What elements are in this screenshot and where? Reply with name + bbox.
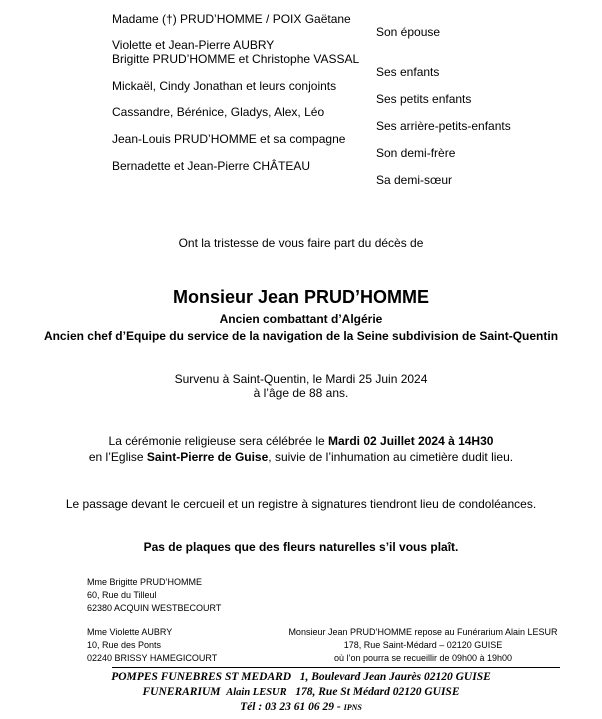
family-member-name: Madame (†) PRUD’HOMME / POIX Gaëtane (112, 12, 351, 26)
family-member-name: Mickaël, Cindy Jonathan et leurs conjoints (112, 79, 337, 93)
deceased-title-1: Ancien combattant d’Algérie (219, 312, 383, 326)
family-relation: Ses enfants (376, 65, 440, 79)
church-prefix: en l’Eglise (88, 450, 147, 464)
address-city: 02240 BRISSY HAMEGICOURT (87, 653, 218, 663)
family-member-name: Violette et Jean-Pierre AUBRY (112, 38, 275, 52)
deceased-title-2: Ancien chef d’Equipe du service de la navigation de la Seine subdivision de Saint-Quentin (43, 329, 559, 343)
deceased-name: Monsieur Jean PRUD’HOMME (172, 287, 430, 307)
church-name: Saint-Pierre de Guise (146, 450, 269, 464)
address-name: Mme Violette AUBRY (87, 627, 173, 637)
family-member-name: Bernadette et Jean-Pierre CHÂTEAU (112, 159, 311, 173)
footer-divider (112, 667, 560, 668)
family-member-name: Jean-Louis PRUD’HOMME et sa compagne (112, 132, 346, 146)
phone-number: Tél : 03 23 61 06 29 - (240, 701, 341, 713)
funerarium-notice-line: Monsieur Jean PRUD’HOMME repose au Funérarium Alain LESUR (288, 627, 558, 637)
pompes-address: 1, Boulevard Jean Jaurès 02120 GUISE (299, 671, 491, 683)
funerarium-label: FUNERARIUM (142, 686, 221, 698)
address-street: 10, Rue des Ponts (87, 640, 162, 650)
family-member-name: Brigitte PRUD’HOMME et Christophe VASSAL (112, 52, 360, 66)
funerarium-owner: Alain LESUR (226, 687, 287, 698)
printer-mark: IPNS (343, 703, 362, 712)
family-relation: Son épouse (376, 25, 441, 39)
family-relation: Ses arrière-petits-enfants (376, 119, 511, 133)
death-line-2: à l’âge de 88 ans. (253, 386, 349, 400)
death-line-1: Survenu à Saint-Quentin, le Mardi 25 Juin 2024 (174, 372, 428, 386)
footer-phone (0, 700, 602, 715)
footer-pompes (0, 670, 602, 685)
ceremony-date: Mardi 02 Juillet 2024 à 14H30 (328, 434, 494, 448)
funerarium-notice-line: 178, Rue Saint-Médard – 02120 GUISE (343, 640, 503, 650)
family-relation: Ses petits enfants (376, 92, 472, 106)
address-city: 62380 ACQUIN WESTBECOURT (87, 603, 222, 613)
announcement-intro: Ont la tristesse de vous faire part du décès de (178, 236, 424, 250)
funerarium-notice-line: où l’on pourra se recueillir de 09h00 à 19h00 (333, 653, 513, 663)
family-relation: Sa demi-sœur (376, 173, 453, 187)
ceremony-prefix: La cérémonie religieuse sera célébrée le (108, 434, 329, 448)
footer-funerarium (0, 685, 602, 700)
ceremony-line-2 (0, 450, 602, 464)
family-relation: Son demi-frère (376, 146, 456, 160)
address-name: Mme Brigitte PRUD’HOMME (87, 577, 203, 587)
address-street: 60, Rue du Tilleul (87, 590, 157, 600)
funerarium-notice (270, 626, 576, 665)
address-block-2 (87, 626, 217, 665)
family-member-name: Cassandre, Bérénice, Gladys, Alex, Léo (112, 105, 325, 119)
pompes-label: POMPES FUNEBRES ST MEDARD (111, 671, 292, 683)
church-suffix: , suivie de l’inhumation au cimetière dudit lieu. (268, 450, 514, 464)
condolences-note: Le passage devant le cercueil et un registre à signatures tiendront lieu de condoléances. (65, 497, 537, 511)
address-block-1 (87, 576, 221, 615)
flowers-note: Pas de plaques que des fleurs naturelles s’il vous plaît. (143, 540, 459, 554)
ceremony-line-1 (0, 434, 602, 448)
funerarium-address: 178, Rue St Médard 02120 GUISE (295, 686, 460, 698)
